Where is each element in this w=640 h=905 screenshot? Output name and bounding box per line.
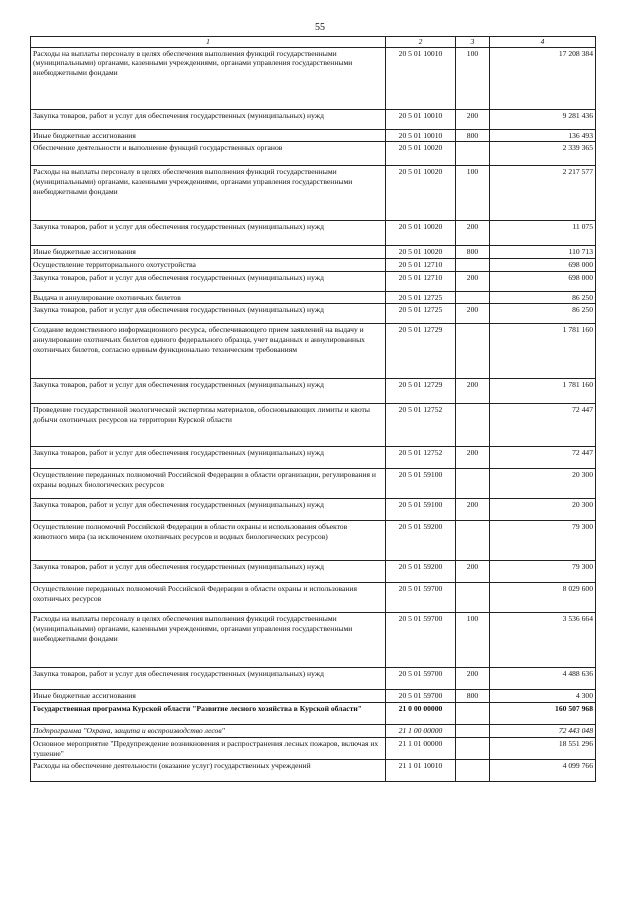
row-type-cell — [456, 291, 490, 304]
row-type-cell — [456, 324, 490, 379]
row-code-cell: 20 5 01 59700 — [386, 583, 456, 613]
row-name-cell: Иные бюджетные ассигнования — [31, 129, 386, 142]
row-type-cell: 200 — [456, 447, 490, 469]
row-amount-cell: 4 488 636 — [490, 668, 596, 690]
table-row — [31, 404, 596, 447]
row-name-cell: Выдача и аннулирование охотничьих билетов — [31, 291, 386, 304]
table-row — [31, 499, 596, 521]
row-type-cell: 200 — [456, 221, 490, 246]
row-code-cell: 20 5 01 59100 — [386, 469, 456, 499]
row-code-cell: 20 5 01 10020 — [386, 142, 456, 166]
table-row — [31, 109, 596, 129]
table-row — [31, 668, 596, 690]
row-amount-cell: 79 300 — [490, 561, 596, 583]
row-type-cell: 200 — [456, 109, 490, 129]
row-type-cell — [456, 469, 490, 499]
row-code-cell: 20 5 01 59200 — [386, 561, 456, 583]
table-row — [31, 142, 596, 166]
row-name-cell: Расходы на выплаты персоналу в целях обеспечения выполнения функций государственными (муниципальными) органами, казенными учреждениями, органами управления государственными внебюджетными фондами — [31, 47, 386, 109]
row-code-cell: 20 5 01 59100 — [386, 499, 456, 521]
table-row — [31, 271, 596, 291]
row-type-cell: 100 — [456, 613, 490, 668]
row-code-cell: 20 5 01 10020 — [386, 221, 456, 246]
table-row — [31, 379, 596, 404]
row-type-cell — [456, 737, 490, 759]
row-amount-cell: 136 493 — [490, 129, 596, 142]
table-row — [31, 613, 596, 668]
row-amount-cell: 8 029 600 — [490, 583, 596, 613]
row-code-cell: 20 5 01 10010 — [386, 109, 456, 129]
table-row — [31, 246, 596, 259]
row-code-cell: 20 5 01 12710 — [386, 259, 456, 272]
row-type-cell — [456, 404, 490, 447]
row-code-cell: 20 5 01 12725 — [386, 304, 456, 324]
table-row — [31, 725, 596, 738]
row-name-cell: Иные бюджетные ассигнования — [31, 690, 386, 703]
row-amount-cell: 110 713 — [490, 246, 596, 259]
table-row — [31, 47, 596, 109]
header-col-2: 2 — [386, 37, 456, 48]
page-number: 55 — [315, 22, 325, 33]
row-type-cell — [456, 521, 490, 561]
row-amount-cell: 20 300 — [490, 469, 596, 499]
row-name-cell: Иные бюджетные ассигнования — [31, 246, 386, 259]
row-amount-cell: 17 208 384 — [490, 47, 596, 109]
row-amount-cell: 3 536 664 — [490, 613, 596, 668]
row-amount-cell: 9 281 436 — [490, 109, 596, 129]
row-amount-cell: 86 250 — [490, 304, 596, 324]
row-name-cell: Расходы на обеспечение деятельности (оказание услуг) государственных учреждений — [31, 760, 386, 782]
row-type-cell: 100 — [456, 47, 490, 109]
row-name-cell: Закупка товаров, работ и услуг для обеспечения государственных (муниципальных) нужд — [31, 109, 386, 129]
row-type-cell: 200 — [456, 668, 490, 690]
table-row — [31, 521, 596, 561]
row-code-cell: 21 0 00 00000 — [386, 703, 456, 725]
row-name-cell: Проведение государственной экологической экспертизы материалов, обосновывающих лимиты и квоты добычи охотничьих ресурсов на территории Курской области — [31, 404, 386, 447]
row-amount-cell: 4 099 766 — [490, 760, 596, 782]
row-code-cell: 20 5 01 59200 — [386, 521, 456, 561]
row-name-cell: Создание ведомственного информационного ресурса, обеспечивающего прием заявлений на выдачу и аннулирование охотничьих билетов единого федерального образца, учет выданных и аннулированных охотничьих билетов, согласно единым функционально техническим требованиям — [31, 324, 386, 379]
table-row — [31, 703, 596, 725]
row-name-cell: Закупка товаров, работ и услуг для обеспечения государственных (муниципальных) нужд — [31, 668, 386, 690]
row-amount-cell: 20 300 — [490, 499, 596, 521]
table-row — [31, 561, 596, 583]
row-type-cell: 100 — [456, 166, 490, 221]
row-code-cell: 20 5 01 12729 — [386, 379, 456, 404]
row-type-cell: 200 — [456, 561, 490, 583]
table-row — [31, 291, 596, 304]
row-code-cell: 20 5 01 10020 — [386, 166, 456, 221]
table-row — [31, 583, 596, 613]
row-type-cell: 800 — [456, 690, 490, 703]
row-code-cell: 20 5 01 59700 — [386, 613, 456, 668]
table-row — [31, 129, 596, 142]
row-type-cell: 200 — [456, 499, 490, 521]
row-amount-cell: 1 781 160 — [490, 379, 596, 404]
table-row — [31, 166, 596, 221]
row-name-cell: Государственная программа Курской области "Развитие лесного хозяйства в Курской области" — [31, 703, 386, 725]
row-amount-cell: 2 217 577 — [490, 166, 596, 221]
row-name-cell: Закупка товаров, работ и услуг для обеспечения государственных (муниципальных) нужд — [31, 447, 386, 469]
row-amount-cell: 4 300 — [490, 690, 596, 703]
row-name-cell: Расходы на выплаты персоналу в целях обеспечения выполнения функций государственными (муниципальными) органами, казенными учреждениями, органами управления государственными внебюджетными фондами — [31, 613, 386, 668]
row-amount-cell: 72 443 048 — [490, 725, 596, 738]
row-amount-cell: 18 551 296 — [490, 737, 596, 759]
row-type-cell: 800 — [456, 129, 490, 142]
row-amount-cell: 86 250 — [490, 291, 596, 304]
row-code-cell: 20 5 01 12725 — [386, 291, 456, 304]
row-name-cell: Обеспечение деятельности и выполнение функций государственных органов — [31, 142, 386, 166]
row-amount-cell: 1 781 160 — [490, 324, 596, 379]
table-row — [31, 447, 596, 469]
row-code-cell: 20 5 01 59700 — [386, 690, 456, 703]
row-name-cell: Осуществление переданных полномочий Российской Федерации в области организации, регулирования и охраны водных биологических ресурсов — [31, 469, 386, 499]
row-type-cell — [456, 142, 490, 166]
row-name-cell: Подпрограмма "Охрана, защита и воспроизводство лесов" — [31, 725, 386, 738]
row-name-cell: Закупка товаров, работ и услуг для обеспечения государственных (муниципальных) нужд — [31, 271, 386, 291]
row-name-cell: Закупка товаров, работ и услуг для обеспечения государственных (муниципальных) нужд — [31, 304, 386, 324]
table-row — [31, 324, 596, 379]
header-col-4: 4 — [490, 37, 596, 48]
row-type-cell — [456, 703, 490, 725]
row-type-cell — [456, 583, 490, 613]
row-name-cell: Расходы на выплаты персоналу в целях обеспечения выполнения функций государственными (муниципальными) органами, казенными учреждениями, органами управления государственными внебюджетными фондами — [31, 166, 386, 221]
row-code-cell: 20 5 01 12710 — [386, 271, 456, 291]
row-type-cell: 200 — [456, 379, 490, 404]
row-code-cell: 20 5 01 10010 — [386, 129, 456, 142]
row-code-cell: 21 1 01 10010 — [386, 760, 456, 782]
row-amount-cell: 160 507 968 — [490, 703, 596, 725]
table-row — [31, 469, 596, 499]
row-amount-cell: 2 339 365 — [490, 142, 596, 166]
row-name-cell: Закупка товаров, работ и услуг для обеспечения государственных (муниципальных) нужд — [31, 221, 386, 246]
row-type-cell — [456, 259, 490, 272]
row-amount-cell: 11 075 — [490, 221, 596, 246]
row-type-cell — [456, 725, 490, 738]
row-amount-cell: 698 000 — [490, 271, 596, 291]
row-type-cell: 200 — [456, 304, 490, 324]
table-row — [31, 760, 596, 782]
row-amount-cell: 72 447 — [490, 404, 596, 447]
table-row — [31, 221, 596, 246]
row-amount-cell: 72 447 — [490, 447, 596, 469]
row-name-cell: Осуществление территориального охотустройства — [31, 259, 386, 272]
row-code-cell: 20 5 01 12752 — [386, 404, 456, 447]
row-amount-cell: 698 000 — [490, 259, 596, 272]
row-name-cell: Осуществление полномочий Российской Федерации в области охраны и использования объектов животного мира (за исключением охотничьих ресурсов и водных биологических ресурсов) — [31, 521, 386, 561]
row-code-cell: 20 5 01 12752 — [386, 447, 456, 469]
row-type-cell: 800 — [456, 246, 490, 259]
row-code-cell: 21 1 00 00000 — [386, 725, 456, 738]
row-code-cell: 20 5 01 10020 — [386, 246, 456, 259]
header-col-1: 1 — [31, 37, 386, 48]
row-type-cell: 200 — [456, 271, 490, 291]
table-row — [31, 690, 596, 703]
table-row — [31, 737, 596, 759]
row-code-cell: 20 5 01 12729 — [386, 324, 456, 379]
row-code-cell: 20 5 01 59700 — [386, 668, 456, 690]
row-name-cell: Закупка товаров, работ и услуг для обеспечения государственных (муниципальных) нужд — [31, 499, 386, 521]
row-code-cell: 20 5 01 10010 — [386, 47, 456, 109]
row-name-cell: Основное мероприятие "Предупреждение возникновения и распространения лесных пожаров, включая их тушение" — [31, 737, 386, 759]
table-header-row — [31, 37, 596, 48]
table-row — [31, 259, 596, 272]
header-col-3: 3 — [456, 37, 490, 48]
row-name-cell: Закупка товаров, работ и услуг для обеспечения государственных (муниципальных) нужд — [31, 379, 386, 404]
table-row — [31, 304, 596, 324]
row-amount-cell: 79 300 — [490, 521, 596, 561]
row-code-cell: 21 1 01 00000 — [386, 737, 456, 759]
row-name-cell: Закупка товаров, работ и услуг для обеспечения государственных (муниципальных) нужд — [31, 561, 386, 583]
budget-table — [30, 36, 596, 782]
row-name-cell: Осуществление переданных полномочий Российской Федерации в области охраны и использования охотничьих ресурсов — [31, 583, 386, 613]
row-type-cell — [456, 760, 490, 782]
